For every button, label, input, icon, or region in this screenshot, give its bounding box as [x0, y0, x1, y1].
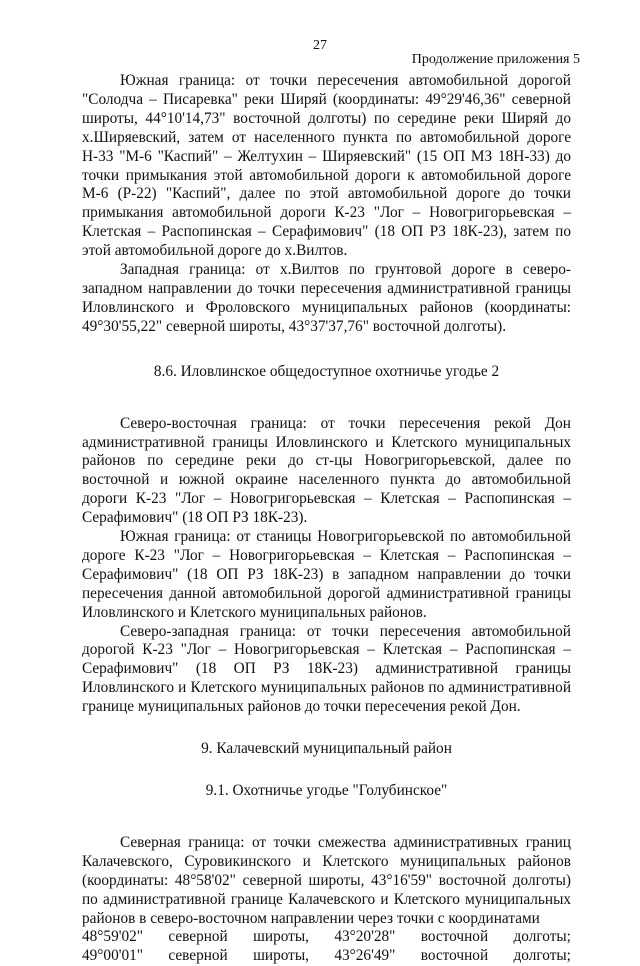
- coordinate-latitude-word2: широты,: [253, 947, 309, 965]
- coordinate-longitude-word: восточной: [420, 928, 489, 946]
- coordinate-latitude-word: северной: [168, 947, 228, 965]
- section-heading-9-1: 9.1. Охотничье угодье "Голубинское": [205, 782, 448, 799]
- coordinate-row: [82, 947, 571, 966]
- coordinate-longitude-word2: долготы;: [513, 928, 571, 946]
- paragraph-northeast-border: Северо-восточная граница: от точки пересечения рекой Дон административной границы Иловлинского и Клетского муниципальных районов по середине реки до ст-цы Новогригорьевской, далее по восточной и южной окраине населенного пункта до автомобильной дороги К-23 "Лог – Новогригорьевская – Клетская – Распопинская – Серафимович" (18 ОП РЗ 18К-23).: [82, 414, 571, 527]
- page-number: 27: [313, 38, 327, 53]
- paragraph-south-border-1: Южная граница: от точки пересечения автомобильной дорогой "Солодча – Писаревка" реки Ширяй (координаты: 49°29'46,36" северной широты, 44°10'14,73" восточной долготы) по середине реки Ширяй до х.Ширяевский, затем от населенного пункта по автомобильной дороге Н-33 "М-6 "Каспий" – Желтухин – Ширяевский" (15 ОП МЗ 18Н-33) до точки примыкания этой автомобильной дороги к автомобильной дороге М-6 (Р-22) "Каспий", далее по этой автомобильной дороге до точки примыкания автомобильной дороги К-23 "Лог – Новогригорьевская – Клетская – Распопинская – Серафимович" (18 ОП РЗ 18К-23), затем по этой автомобильной дороге до х.Вилтов.: [82, 72, 571, 260]
- coordinate-longitude-word2: долготы;: [513, 947, 571, 965]
- section-heading-8-6: 8.6. Иловлинское общедоступное охотничье угодье 2: [153, 362, 500, 380]
- paragraph-south-border-2: Южная граница: от станицы Новогригорьевской по автомобильной дороге К-23 "Лог – Новогригорьевская – Клетская – Распопинская – Серафимович" (18 ОП РЗ 18К-23) в западном направлении до точки пересечения данной автомобильной дорогой административной границы Иловлинского и Клетского муниципальных районов.: [82, 528, 571, 621]
- coordinate-longitude-word: восточной: [420, 947, 489, 965]
- paragraph-northwest-border: Северо-западная граница: от точки пересечения автомобильной дорогой К-23 "Лог – Новогригорьевская – Клетская – Распопинская – Серафимович" (18 ОП РЗ 18К-23) административной границы Иловлинского и Клетского муниципальных районов по административной границе муниципальных районов до точки пересечения рекой Дон.: [82, 622, 571, 716]
- coordinate-row: [82, 928, 571, 947]
- coordinate-latitude-word2: широты,: [253, 928, 309, 946]
- coordinate-longitude: 43°20'28": [334, 928, 396, 946]
- coordinate-longitude: 43°26'49": [334, 947, 396, 965]
- appendix-continuation-label: Продолжение приложения 5: [411, 52, 580, 67]
- coordinate-latitude: 48°59'02": [82, 928, 144, 946]
- paragraph-west-border: Западная граница: от х.Вилтов по грунтовой дороге в северо-западном направлении до точки пересечения административной границы Иловлинского и Фроловского муниципальных районов (координаты: 49°30'55,22" северной широты, 43°37'37,76" восточной долготы).: [82, 261, 571, 335]
- section-heading-9: 9. Калачевский муниципальный район: [201, 740, 452, 758]
- document-body: [82, 72, 571, 966]
- paragraph-north-border: Северная граница: от точки смежества административных границ Калачевского, Суровикинского и Клетского муниципальных районов (координаты: 48°58'02" северной широты, 43°16'59" восточной долготы) по административной границе Калачевского и Клетского муниципальных районов в северо-восточном направлении через точки с координатами: [82, 833, 571, 927]
- coordinate-latitude: 49°00'01": [82, 947, 144, 965]
- coordinate-latitude-word: северной: [168, 928, 228, 946]
